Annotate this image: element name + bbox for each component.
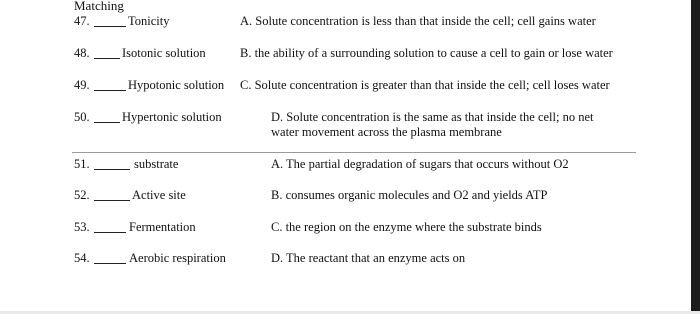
item-53-blank[interactable] [94,232,126,233]
item-47-term: Tonicity [128,14,170,28]
item-53-number: 53. [74,220,90,234]
item-48-blank[interactable] [94,58,120,59]
item-53-term: Fermentation [129,220,196,234]
item-52-number: 52. [74,188,90,202]
item-49-term: Hypotonic solution [128,78,225,92]
item-51-blank[interactable] [94,169,130,170]
item-49-number: 49. [74,78,90,92]
definition-a-1: A. Solute concentration is less than that inside the cell; cell gains water [240,14,596,28]
right-border [691,0,700,314]
item-54-number: 54. [74,251,90,265]
definition-d-2: D. The reactant that an enzyme acts on [271,251,466,265]
definition-b-1: B. the ability of a surrounding solution to cause a cell to gain or lose water [240,46,613,60]
item-50-term: Hypertonic solution [122,110,222,124]
item-52-blank[interactable] [94,200,130,201]
item-49-blank[interactable] [94,90,126,91]
item-50-number: 50. [74,110,90,124]
item-51-number: 51. [74,157,90,171]
definition-c-2: C. the region on the enzyme where the substrate binds [271,220,542,234]
definition-b-2: B. consumes organic molecules and O2 and yields ATP [271,188,548,202]
definition-d-1-line1: D. Solute concentration is the same as that inside the cell; no net [271,110,594,124]
section-divider [72,152,636,153]
item-47-number: 47. [74,14,90,28]
item-54-term: Aerobic respiration [129,251,226,265]
definition-d-1-line2: water movement across the plasma membrane [271,125,502,139]
definition-c-1: C. Solute concentration is greater than that inside the cell; cell loses water [240,78,610,92]
item-48-number: 48. [74,46,90,60]
definition-a-2: A. The partial degradation of sugars that occurs without O2 [271,157,569,171]
item-48-term: Isotonic solution [122,46,206,60]
item-54-blank[interactable] [94,263,126,264]
matching-heading: Matching [74,0,124,13]
item-50-blank[interactable] [94,122,120,123]
item-47-blank[interactable] [94,26,126,27]
item-51-term: substrate [134,157,179,171]
item-52-term: Active site [132,188,186,202]
